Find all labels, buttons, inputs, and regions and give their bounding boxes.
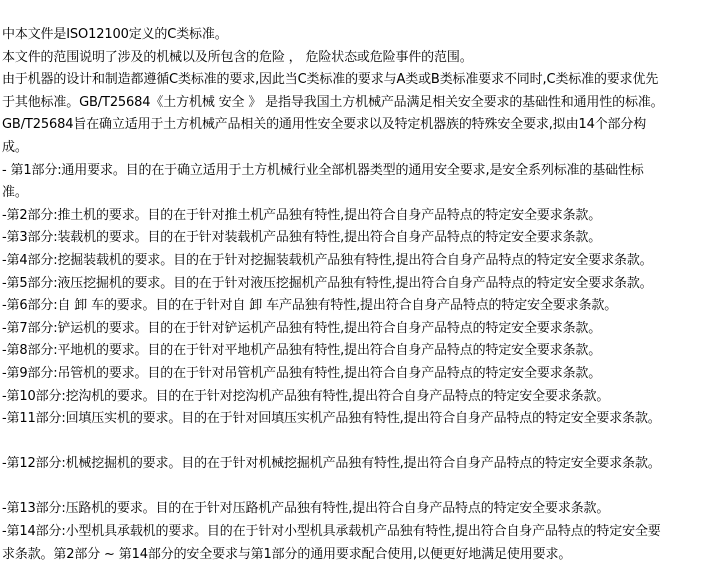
text-line: 本文件的范围说明了涉及的机械以及所包含的危险 ， 危险状态或危险事件的范围。 bbox=[2, 49, 473, 65]
text-line: -第6部分:自 卸 车的要求。目的在于针对自 卸 车产品独有特性,提出符合自身产品特点的特定安全要求条款。 bbox=[2, 298, 618, 314]
text-line: 由于机器的设计和制造都遵循C类标准的要求,因此当C类标准的要求与A类或B类标准要求不同时,C类标准的要求优先 bbox=[2, 72, 659, 88]
text-line: 成。 bbox=[2, 139, 28, 155]
text-line: -第13部分:压路机的要求。目的在于针对压路机产品独有特性,提出符合自身产品特点的特定安全要求条款。 bbox=[2, 501, 610, 517]
text-line: -第7部分:铲运机的要求。目的在于针对铲运机产品独有特性,提出符合自身产品特点的特定安全要求条款。 bbox=[2, 320, 602, 336]
text-line: 于其他标准。GB/T25684《土方机械 安全 》 是指导我国土方机械产品满足相关安全要求的基础性和通用性的标准。 bbox=[2, 94, 664, 110]
text-line: GB/T25684旨在确立适用于土方机械产品相关的通用性安全要求以及特定机器族的特殊安全要求,拟由14个部分构 bbox=[2, 117, 647, 133]
text-line: 准。 bbox=[2, 185, 28, 201]
document-body bbox=[2, 24, 716, 566]
text-line: -第2部分:推土机的要求。目的在于针对推土机产品独有特性,提出符合自身产品特点的特定安全要求条款。 bbox=[2, 207, 602, 223]
text-line: 中本文件是ISO12100定义的C类标准。 bbox=[2, 27, 228, 42]
text-line: -第5部分:液压挖掘机的要求。目的在于针对液压挖掘机产品独有特性,提出符合自身产品特点的特定安全要求条款。 bbox=[2, 275, 653, 291]
text-line: -第12部分:机械挖掘机的要求。目的在于针对机械挖掘机产品独有特性,提出符合自身产品特点的特定安全要求条款。 bbox=[2, 456, 661, 472]
text-line: 求条款。第2部分 ~ 第14部分的安全要求与第1部分的通用要求配合使用,以便更好地满足使用要求。 bbox=[2, 546, 572, 562]
text-line: -第4部分:挖掘装载机的要求。目的在于针对挖掘装载机产品独有特性,提出符合自身产品特点的特定安全要求条款。 bbox=[2, 252, 653, 268]
text-line: -第8部分:平地机的要求。目的在于针对平地机产品独有特性,提出符合自身产品特点的特定安全要求条款。 bbox=[2, 343, 602, 359]
blank-line bbox=[2, 431, 716, 454]
text-line: -第10部分:挖沟机的要求。目的在于针对挖沟机产品独有特性,提出符合自身产品特点的特定安全要求条款。 bbox=[2, 388, 610, 404]
text-line: -第3部分:装载机的要求。目的在于针对装载机产品独有特性,提出符合自身产品特点的特定安全要求条款。 bbox=[2, 230, 602, 246]
text-line: -第14部分:小型机具承载机的要求。目的在于针对小型机具承载机产品独有特性,提出符合自身产品特点的特定安全要 bbox=[2, 524, 661, 540]
text-line: -第11部分:回填压实机的要求。目的在于针对回填压实机产品独有特性,提出符合自身产品特点的特定安全要求条款。 bbox=[2, 411, 661, 427]
text-line: -第9部分:吊管机的要求。目的在于针对吊管机产品独有特性,提出符合自身产品特点的特定安全要求条款。 bbox=[2, 365, 602, 381]
blank-line bbox=[2, 476, 716, 499]
text-line: - 第1部分:通用要求。目的在于确立适用于土方机械行业全部机器类型的通用安全要求,是安全系列标准的基础性标 bbox=[2, 162, 644, 178]
